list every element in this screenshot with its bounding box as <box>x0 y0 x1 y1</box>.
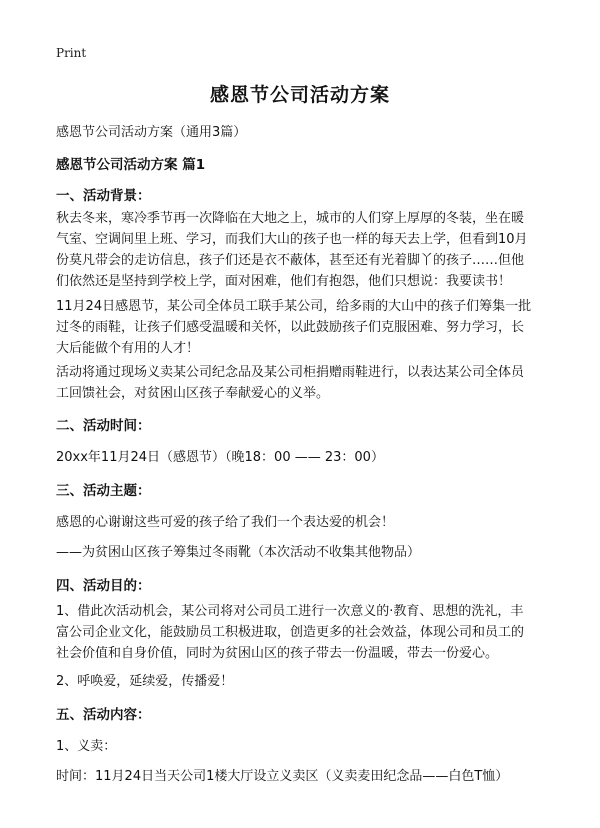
purpose-paragraph-1 <box>56 601 546 664</box>
paragraph-line: 大后能做个有用的人才！ <box>56 341 200 356</box>
purpose-line-2: 2、呼唤爱，延续爱，传播爱！ <box>56 674 234 689</box>
background-paragraph-1 <box>56 208 546 292</box>
background-paragraph-2 <box>56 296 546 359</box>
section-heading-content: 五、活动内容： <box>56 707 151 723</box>
paragraph-line: 气室、空调间里上班、学习，而我们大山的孩子也一样的每天去上学，但看到10月 <box>56 232 528 247</box>
theme-line-2: ——为贫困山区孩子筹集过冬雨靴（本次活动不收集其他物品） <box>56 545 421 560</box>
paragraph-line: 们依然还是坚持到学校上学，面对困难，他们有抱怨，他们只想说：我要读书！ <box>56 274 512 289</box>
paragraph-line: 社会价值和自身价值，同时为贫困山区的孩子带去一份温暖，带去一份爱心。 <box>56 646 499 661</box>
part-title: 感恩节公司活动方案 篇1 <box>56 157 206 173</box>
theme-line-1: 感恩的心谢谢这些可爱的孩子给了我们一个表达爱的机会！ <box>56 515 395 530</box>
event-time-text: 20xx年11月24日（感恩节）（晚18：00 —— 23：00） <box>56 450 384 465</box>
section-heading-purpose: 四、活动目的： <box>56 578 151 594</box>
document-subtitle: 感恩节公司活动方案（通用3篇） <box>56 125 247 140</box>
paragraph-line: 工回馈社会，对贫困山区孩子奉献爱心的义举。 <box>56 386 330 401</box>
content-item-1: 1、义卖： <box>56 739 117 754</box>
section-heading-background: 一、活动背景： <box>56 188 151 204</box>
paragraph-line: 1、借此次活动机会，某公司将对公司员工进行一次意义的·教育、思想的洗礼，丰 <box>56 604 524 619</box>
paragraph-line: 富公司企业文化，能鼓励员工积极进取，创造更多的社会效益，体现公司和员工的 <box>56 625 525 640</box>
print-label: Print <box>56 46 87 60</box>
paragraph-line: 11月24日感恩节，某公司全体员工联手某公司，给多雨的大山中的孩子们筹集一批 <box>56 299 532 314</box>
section-heading-time: 二、活动时间： <box>56 418 151 434</box>
content-time-line: 时间：11月24日当天公司1楼大厅设立义卖区（义卖麦田纪念品——白色T恤） <box>56 769 509 784</box>
paragraph-line: 活动将通过现场义卖某公司纪念品及某公司柜捐赠雨鞋进行，以表达某公司全体员 <box>56 365 525 380</box>
paragraph-line: 过冬的雨鞋，让孩子们感受温暖和关怀，以此鼓励孩子们克服困难、努力学习，长 <box>56 320 525 335</box>
section-heading-theme: 三、活动主题： <box>56 483 151 499</box>
background-paragraph-3 <box>56 362 546 404</box>
page-title: 感恩节公司活动方案 <box>209 84 390 106</box>
paragraph-line: 份莫凡带会的走访信息，孩子们还是衣不蔽体，甚至还有光着脚丫的孩子……但他 <box>56 253 525 268</box>
paragraph-line: 秋去冬来，寒冷季节再一次降临在大地之上，城市的人们穿上厚厚的冬装，坐在暖 <box>56 211 525 226</box>
